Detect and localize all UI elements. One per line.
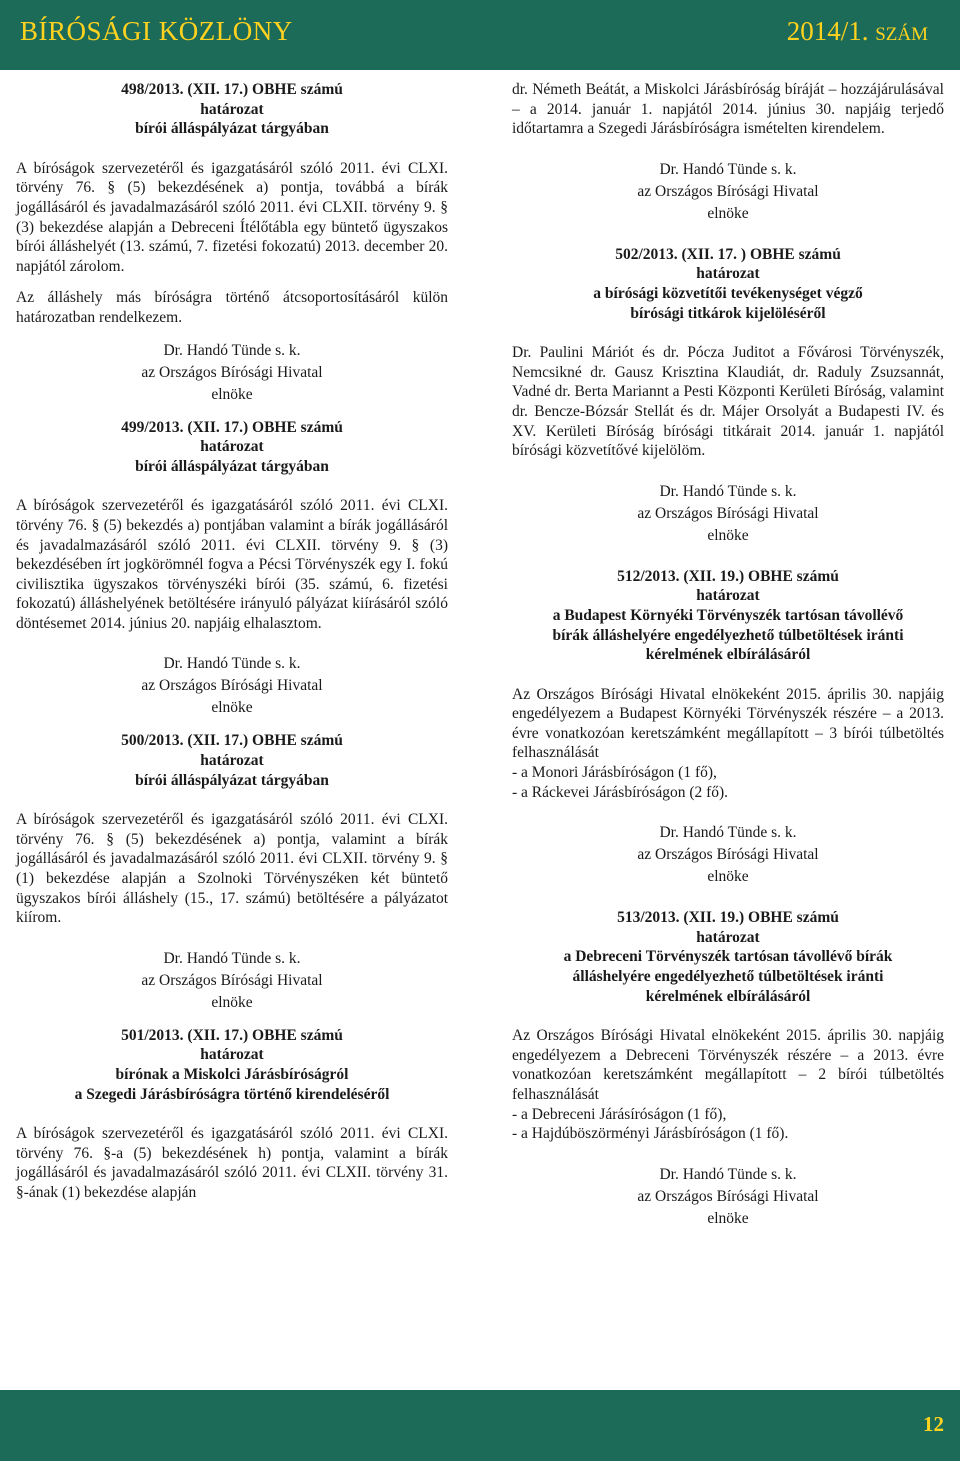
- resolution-502-type: határozat: [696, 265, 760, 283]
- issue-number: [787, 16, 928, 47]
- signature-role: elnöke: [707, 868, 749, 886]
- resolution-500-type: határozat: [200, 752, 264, 770]
- signature-role: elnöke: [211, 385, 253, 403]
- resolution-501-subject-2: a Szegedi Járásbíróságra történő kirendeléséről: [74, 1085, 390, 1103]
- signature-block-6: [512, 822, 944, 888]
- signature-block-2: [16, 653, 448, 719]
- list-item: - a Ráckevei Járásbíróságon (2 fő).: [512, 783, 729, 801]
- resolution-513-subject-3: kérelmének elbírálásáról: [645, 987, 811, 1005]
- signature-office: az Országos Bírósági Hivatal: [637, 182, 819, 200]
- signature-name: Dr. Handó Tünde s. k.: [659, 160, 797, 178]
- resolution-512-subject-2: bírák álláshelyére engedélyezhető túlbetöltések iránti: [552, 626, 904, 644]
- signature-office: az Országos Bírósági Hivatal: [141, 363, 323, 381]
- resolution-500-body: A bíróságok szervezetéről és igazgatásáról szóló 2011. évi CLXI. törvény 76. § (5) bekezdésének a) pontja, valamint a bírák jogállásáról és javadalmazásáról szóló 2011. évi CLXII. törvény 9. § (1) bekezdése alapján a Szolnoki Törvényszéken két büntető ügyszakos bírói álláshely (15., 17. számú) betöltésére a pályázatot kiírom.: [16, 811, 448, 927]
- resolution-501-type: határozat: [200, 1046, 264, 1064]
- signature-office: az Országos Bírósági Hivatal: [637, 1187, 819, 1205]
- resolution-498-body-2: Az álláshely más bíróságra történő átcsoportosításáról külön határozatban rendelkezem.: [16, 289, 448, 326]
- signature-name: Dr. Handó Tünde s. k.: [659, 482, 797, 500]
- resolution-499-subject: bírói álláspályázat tárgyában: [135, 457, 329, 475]
- signature-office: az Országos Bírósági Hivatal: [637, 846, 819, 864]
- resolution-513-body: Az Országos Bírósági Hivatal elnökeként 2015. április 30. napjáig engedélyezem a Debreceni Törvényszék részére – a 2013. évre vonatkozóan keretszámként megállapított – 2 bírói túlbetöltés felhasználását: [512, 1027, 944, 1103]
- signature-role: elnöke: [707, 526, 749, 544]
- page-footer: [0, 1390, 960, 1461]
- list-item: - a Debreceni Járásíróságon (1 fő),: [512, 1105, 727, 1123]
- list-item: - a Monori Járásbíróságon (1 fő),: [512, 764, 717, 782]
- resolution-501-subject-1: bírónak a Miskolci Járásbíróságról: [115, 1066, 349, 1083]
- page-number: 12: [923, 1412, 944, 1436]
- issue-suffix: SZÁM: [875, 24, 928, 45]
- signature-office: az Országos Bírósági Hivatal: [141, 677, 323, 695]
- list-item: - a Hajdúböszörményi Járásbíróságon (1 fő).: [512, 1125, 789, 1143]
- resolution-498-type: határozat: [200, 100, 264, 118]
- resolution-512-body: Az Országos Bírósági Hivatal elnökeként 2015. április 30. napjáig engedélyezem a Budapest Környéki Törvényszék részére – a 2013. évre vonatkozóan keretszámként megállapított – 3 bírói túlbetöltés felhasználását: [512, 685, 944, 762]
- resolution-502-subject-1: a bírósági közvetítői tevékenységet végző: [593, 284, 863, 302]
- signature-block-1: [16, 340, 448, 406]
- resolution-513-type: határozat: [696, 928, 760, 946]
- resolution-498-body: A bíróságok szervezetéről és igazgatásáról szóló 2011. évi CLXI. törvény 76. § (5) bekezdésének a) pontja, továbbá a bírák jogállásáról és javadalmazásáról szóló 2011. évi CLXII. törvény 9. § (3) bekezdése alapján a Debreceni Ítélőtábla egy büntető ügyszakos bírói álláshelyét (13. számú, 7. fizetési fokozatú) 2013. december 20. napjától zárolom.: [16, 159, 448, 275]
- resolution-502-number: 502/2013. (XII. 17. ) OBHE számú: [615, 245, 841, 263]
- signature-block-5: [512, 481, 944, 547]
- resolution-501-body-continued: dr. Németh Beátát, a Miskolci Járásbíróság bíráját – hozzájárulásával – a 2014. január 1. napjától 2014. június 30. napjáig terjedő időtartamra a Szegedi Járásbíróságra ismételten kirendelem.: [512, 81, 944, 138]
- resolution-500-number: 500/2013. (XII. 17.) OBHE számú: [121, 732, 343, 750]
- signature-role: elnöke: [211, 993, 253, 1011]
- resolution-499-body: A bíróságok szervezetéről és igazgatásáról szóló 2011. évi CLXI. törvény 76. § (5) bekezdés a) pontjában valamint a bírák jogállásáról és javadalmazásáról szóló 2011. évi CLXII. törvény 9. § (3) bekezdésében írt jogkörömnél fogva a Pécsi Törvényszék egy I. fokú civilisztika ügyszakos törvényszéki bírói (35. számú, 6. fizetési fokozatú) álláshelyének betöltésére irányuló pályázat kiírásáról szóló döntésemet 2014. június 20. napjáig elhalasztom.: [16, 497, 448, 632]
- resolution-512-type: határozat: [696, 587, 760, 605]
- resolution-512-number: 512/2013. (XII. 19.) OBHE számú: [617, 567, 839, 585]
- signature-name: Dr. Handó Tünde s. k.: [659, 824, 797, 842]
- resolution-498-number: 498/2013. (XII. 17.) OBHE számú: [121, 81, 343, 98]
- resolution-501-number: 501/2013. (XII. 17.) OBHE számú: [121, 1026, 343, 1044]
- signature-name: Dr. Handó Tünde s. k.: [659, 1165, 797, 1183]
- left-column: [16, 80, 448, 1203]
- resolution-513-list: [512, 1105, 944, 1144]
- resolution-513-subject-1: a Debreceni Törvényszék tartósan távollévő bírák: [563, 948, 893, 966]
- signature-name: Dr. Handó Tünde s. k.: [163, 949, 301, 967]
- resolution-502-body: Dr. Paulini Máriót és dr. Pócza Juditot a Fővárosi Törvényszék, Nemcsikné dr. Gausz Krisztina Klaudiát, dr. Raduly Zsuzsannát, Vadné dr. Berta Mariannt a Pesti Központi Kerületi Bíróság, valamint dr. Bencze-Bózsár Stellát és dr. Májer Orsolyát a Budapesti IV. és XV. Kerületi Bíróság bírósági titkárait 2014. január 1. napjától bírósági közvetítővé kijelölöm.: [512, 344, 944, 460]
- publication-title: BÍRÓSÁGI KÖZLÖNY: [20, 16, 293, 46]
- resolution-500-subject: bírói álláspályázat tárgyában: [135, 771, 329, 789]
- resolution-512-subject-3: kérelmének elbírálásáról: [645, 646, 811, 664]
- signature-block-3: [16, 948, 448, 1014]
- resolution-499-type: határozat: [200, 438, 264, 456]
- signature-role: elnöke: [211, 699, 253, 717]
- resolution-502-subject-2: bírósági titkárok kijelöléséről: [630, 304, 826, 322]
- signature-office: az Országos Bírósági Hivatal: [637, 504, 819, 522]
- resolution-513-subject-2: álláshelyére engedélyezhető túlbetöltések iránti: [572, 968, 884, 986]
- signature-name: Dr. Handó Tünde s. k.: [163, 341, 301, 359]
- signature-role: elnöke: [707, 204, 749, 222]
- signature-office: az Országos Bírósági Hivatal: [141, 971, 323, 989]
- signature-block-7: [512, 1164, 944, 1230]
- issue-main: 2014/1.: [786, 16, 869, 46]
- resolution-512-subject-1: a Budapest Környéki Törvényszék tartósan távollévő: [552, 606, 904, 624]
- resolution-501-body: A bíróságok szervezetéről és igazgatásáról szóló 2011. évi CLXI. törvény 76. §-a (5) bekezdésének h) pontja, valamint a bírák jogállásáról és javadalmazásáról szóló 2011. évi CLXII. törvény 31. §-ának (1) bekezdése alapján: [16, 1125, 448, 1201]
- page-header: [0, 0, 960, 70]
- resolution-512-list: [512, 763, 944, 802]
- resolution-498-subject: bírói álláspályázat tárgyában: [135, 120, 329, 138]
- signature-block-4: [512, 159, 944, 225]
- signature-name: Dr. Handó Tünde s. k.: [163, 655, 301, 673]
- right-column: [512, 80, 944, 1230]
- signature-role: elnöke: [707, 1209, 749, 1227]
- resolution-513-number: 513/2013. (XII. 19.) OBHE számú: [617, 909, 839, 927]
- resolution-499-number: 499/2013. (XII. 17.) OBHE számú: [121, 418, 343, 436]
